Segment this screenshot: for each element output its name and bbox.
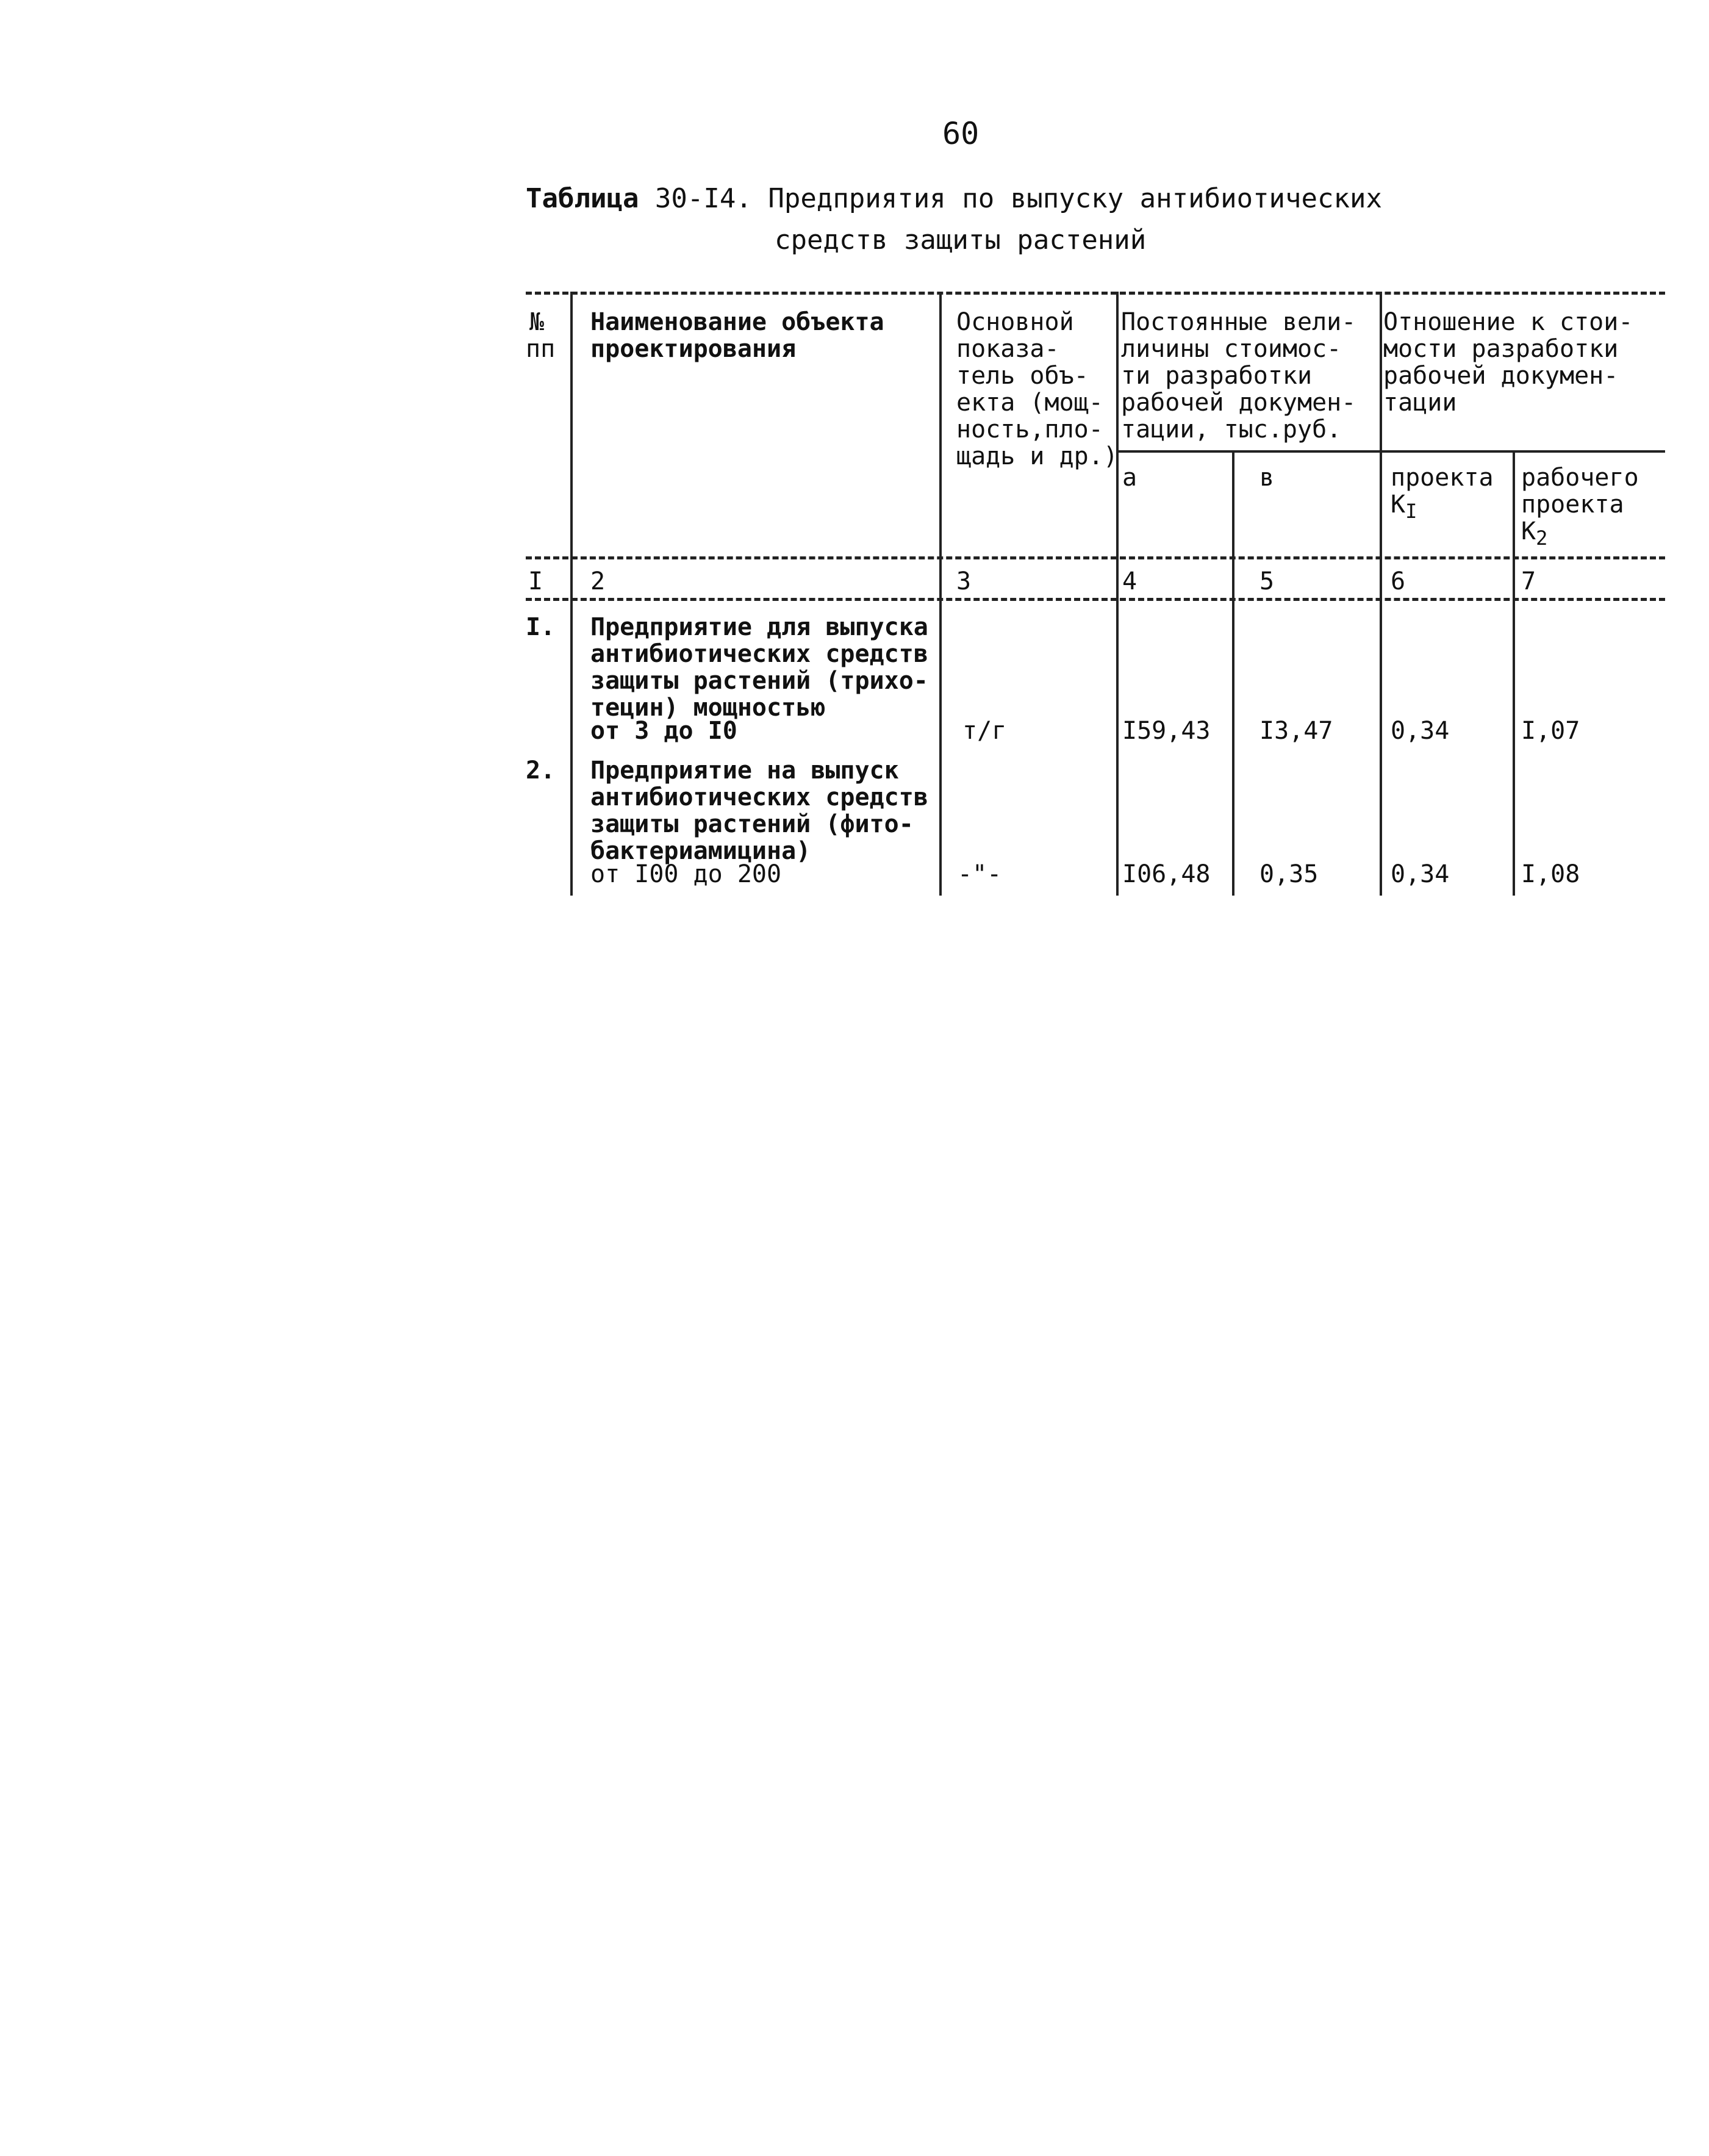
header-col7-k-letter: K bbox=[1521, 517, 1536, 545]
header-col7-line2: проекта bbox=[1521, 490, 1624, 519]
column-number-1: I bbox=[528, 567, 543, 595]
column-numbers-bottom-border bbox=[526, 598, 1665, 601]
header-col6-k-letter: K bbox=[1391, 490, 1406, 519]
row-name-line3: защиты растений (фито- bbox=[590, 810, 914, 838]
row-name-line3: защиты растений (трихо- bbox=[590, 667, 928, 695]
row-name-line1: Предприятие на выпуск bbox=[590, 756, 899, 785]
header-cost-ratio-line2: мости разработки bbox=[1383, 335, 1619, 363]
row-number: I. bbox=[526, 613, 556, 641]
header-col6-line1: проекта bbox=[1391, 464, 1494, 492]
header-bottom-border bbox=[526, 556, 1665, 559]
header-col1-line1: № bbox=[529, 308, 545, 336]
header-col7-k-subscript: 2 bbox=[1536, 526, 1548, 550]
header-col3-line6: щадь и др.) bbox=[956, 442, 1118, 470]
column-divider-3 bbox=[1116, 292, 1119, 896]
header-col6-k bbox=[1391, 490, 1417, 525]
header-col6-k-subscript: I bbox=[1405, 500, 1417, 523]
row-value-k1: 0,34 bbox=[1391, 717, 1450, 745]
header-col2-line1: Наименование объекта bbox=[590, 308, 884, 336]
row-value-k2: I,07 bbox=[1521, 717, 1580, 745]
header-constant-values-line3: ти разработки bbox=[1121, 362, 1313, 390]
header-col3-line4: екта (мощ- bbox=[956, 389, 1103, 417]
header-constant-values-line4: рабочей докумен- bbox=[1121, 389, 1356, 417]
table-title bbox=[526, 183, 1382, 214]
column-number-4: 4 bbox=[1122, 567, 1138, 595]
row-name-line2: антибиотических средств bbox=[590, 640, 928, 668]
column-number-6: 6 bbox=[1391, 567, 1406, 595]
row-value-b: I3,47 bbox=[1259, 717, 1333, 745]
column-divider-4 bbox=[1232, 451, 1234, 896]
header-cost-ratio-line3: рабочей докумен- bbox=[1383, 362, 1619, 390]
page-number: 60 bbox=[942, 116, 980, 151]
column-divider-6 bbox=[1513, 451, 1515, 896]
row-value-b: 0,35 bbox=[1259, 860, 1319, 888]
row-indicator: -"- bbox=[958, 860, 1002, 888]
row-value-k2: I,08 bbox=[1521, 860, 1580, 888]
header-col3-line3: тель объ- bbox=[956, 362, 1089, 390]
header-col5: в bbox=[1259, 464, 1275, 492]
subheader-divider bbox=[1116, 450, 1665, 453]
row-value-a: I59,43 bbox=[1122, 717, 1211, 745]
header-col7-line1: рабочего bbox=[1521, 464, 1639, 492]
row-indicator: т/г bbox=[962, 717, 1007, 745]
row-name-line2: антибиотических средств bbox=[590, 783, 928, 811]
header-cost-ratio-line1: Отношение к стои- bbox=[1383, 308, 1633, 336]
header-col3-line1: Основной bbox=[956, 308, 1074, 336]
column-number-3: 3 bbox=[956, 567, 972, 595]
header-cost-ratio-line4: тации bbox=[1383, 389, 1457, 417]
header-constant-values-line5: тации, тыс.руб. bbox=[1121, 415, 1342, 444]
row-value-k1: 0,34 bbox=[1391, 860, 1450, 888]
row-name-line5: от I00 до 200 bbox=[590, 860, 782, 888]
column-divider-5 bbox=[1380, 292, 1382, 896]
header-col2-line2: проектирования bbox=[590, 335, 797, 363]
row-name-line1: Предприятие для выпуска bbox=[590, 613, 928, 641]
row-number: 2. bbox=[526, 756, 556, 785]
table-title-text: 30-I4. Предприятия по выпуску антибиотических bbox=[639, 183, 1382, 214]
column-divider-2 bbox=[939, 292, 942, 896]
row-name-line5: от 3 до I0 bbox=[590, 717, 737, 745]
row-value-a: I06,48 bbox=[1122, 860, 1211, 888]
header-col4: а bbox=[1122, 464, 1138, 492]
table-top-border bbox=[526, 292, 1665, 295]
row-name-line4: бактериамицина) bbox=[590, 837, 811, 865]
header-constant-values-line1: Постоянные вели- bbox=[1121, 308, 1356, 336]
header-constant-values-line2: личины стоимос- bbox=[1121, 335, 1342, 363]
header-col1-line2: пп bbox=[526, 335, 556, 363]
column-number-5: 5 bbox=[1259, 567, 1275, 595]
column-divider-1 bbox=[570, 292, 573, 896]
header-col3-line5: ность,пло- bbox=[956, 415, 1103, 444]
header-col7-k bbox=[1521, 517, 1547, 552]
column-number-2: 2 bbox=[590, 567, 606, 595]
column-number-7: 7 bbox=[1521, 567, 1536, 595]
header-col3-line2: показа- bbox=[956, 335, 1059, 363]
row-name-line4: тецин) мощностью bbox=[590, 694, 826, 722]
table-title-line2: средств защиты растений bbox=[775, 225, 1147, 256]
table-title-label: Таблица bbox=[526, 183, 639, 214]
